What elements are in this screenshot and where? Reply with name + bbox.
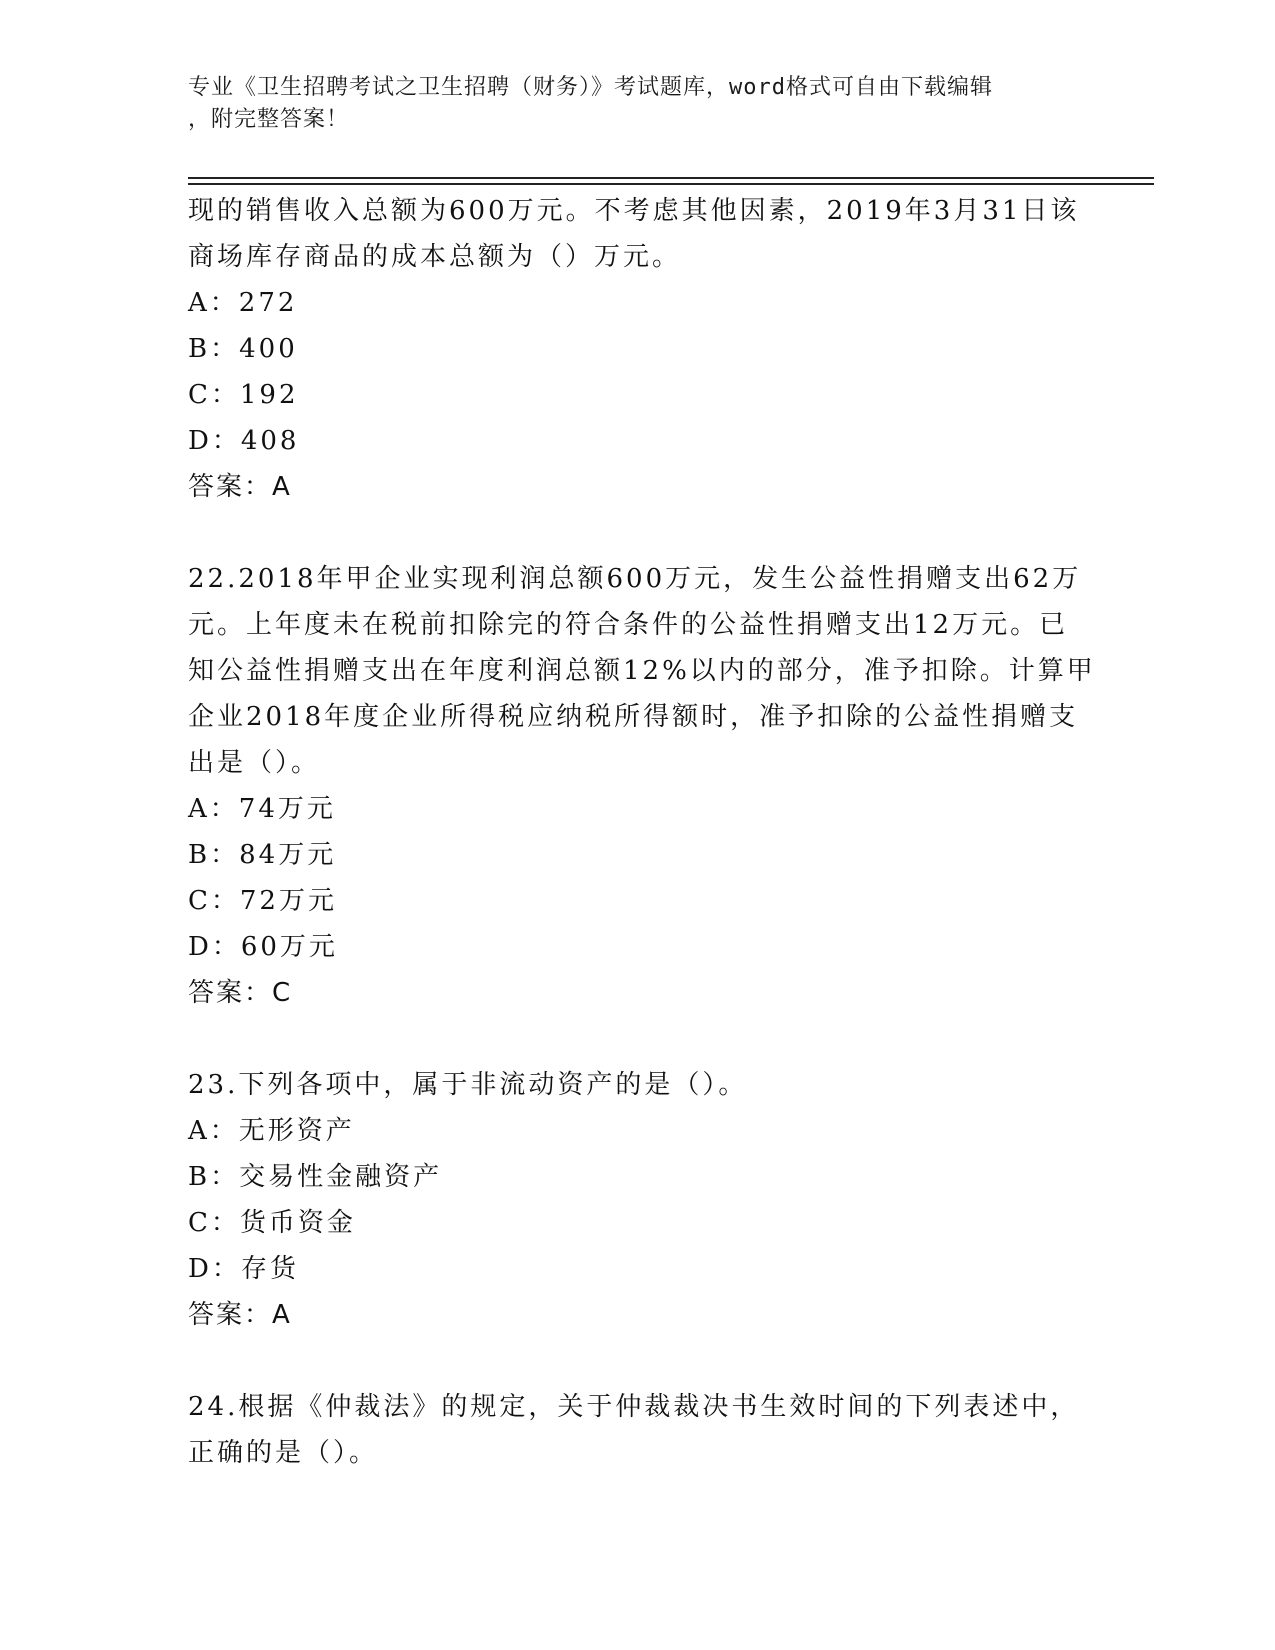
answer: 答案：A <box>188 472 292 502</box>
header-rule-bottom <box>188 183 1154 185</box>
option-d: D：存货 <box>188 1254 299 1284</box>
option-a: A：272 <box>188 288 298 318</box>
option-b: B：交易性金融资产 <box>188 1162 443 1192</box>
header-rule-top <box>188 177 1154 179</box>
answer: 答案：C <box>188 978 293 1008</box>
question-text-line: 24.根据《仲裁法》的规定，关于仲裁裁决书生效时间的下列表述中， <box>188 1392 1080 1422</box>
question-content <box>188 188 1096 1476</box>
header-line-1: 专业《卫生招聘考试之卫生招聘（财务）》考试题库，word格式可自由下载编辑 <box>188 75 993 100</box>
question-text-line: 商场库存商品的成本总额为（）万元。 <box>188 242 682 272</box>
option-d: D：408 <box>188 426 300 456</box>
option-b: B：84万元 <box>188 840 337 870</box>
option-b: B：400 <box>188 334 298 364</box>
question-text-line: 元。上年度未在税前扣除完的符合条件的公益性捐赠支出12万元。已 <box>188 610 1069 640</box>
question-text-line: 23.下列各项中，属于非流动资产的是（）。 <box>188 1070 748 1100</box>
question-text-line: 正确的是（）。 <box>188 1438 379 1468</box>
question-text-line: 企业2018年度企业所得税应纳税所得额时，准予扣除的公益性捐赠支 <box>188 702 1079 732</box>
question-24 <box>188 1384 1088 1476</box>
option-d: D：60万元 <box>188 932 338 962</box>
option-a: A：无形资产 <box>188 1116 355 1146</box>
question-text-line: 现的销售收入总额为600万元。不考虑其他因素，2019年3月31日该 <box>188 196 1080 226</box>
question-text-line: 知公益性捐赠支出在年度利润总额12%以内的部分，准予扣除。计算甲 <box>188 656 1096 686</box>
option-c: C：72万元 <box>188 886 337 916</box>
question-text-line: 出是（）。 <box>188 748 321 778</box>
answer: 答案：A <box>188 1300 292 1330</box>
option-a: A：74万元 <box>188 794 336 824</box>
question-23 <box>188 1062 1088 1338</box>
question-22 <box>188 556 1096 1016</box>
question-21-tail <box>188 188 1088 510</box>
question-text-line: 22.2018年甲企业实现利润总额600万元，发生公益性捐赠支出62万 <box>188 564 1082 594</box>
document-header <box>188 72 1068 136</box>
option-c: C：货币资金 <box>188 1208 356 1238</box>
option-c: C：192 <box>188 380 299 410</box>
header-line-2: ，附完整答案！ <box>188 107 350 132</box>
